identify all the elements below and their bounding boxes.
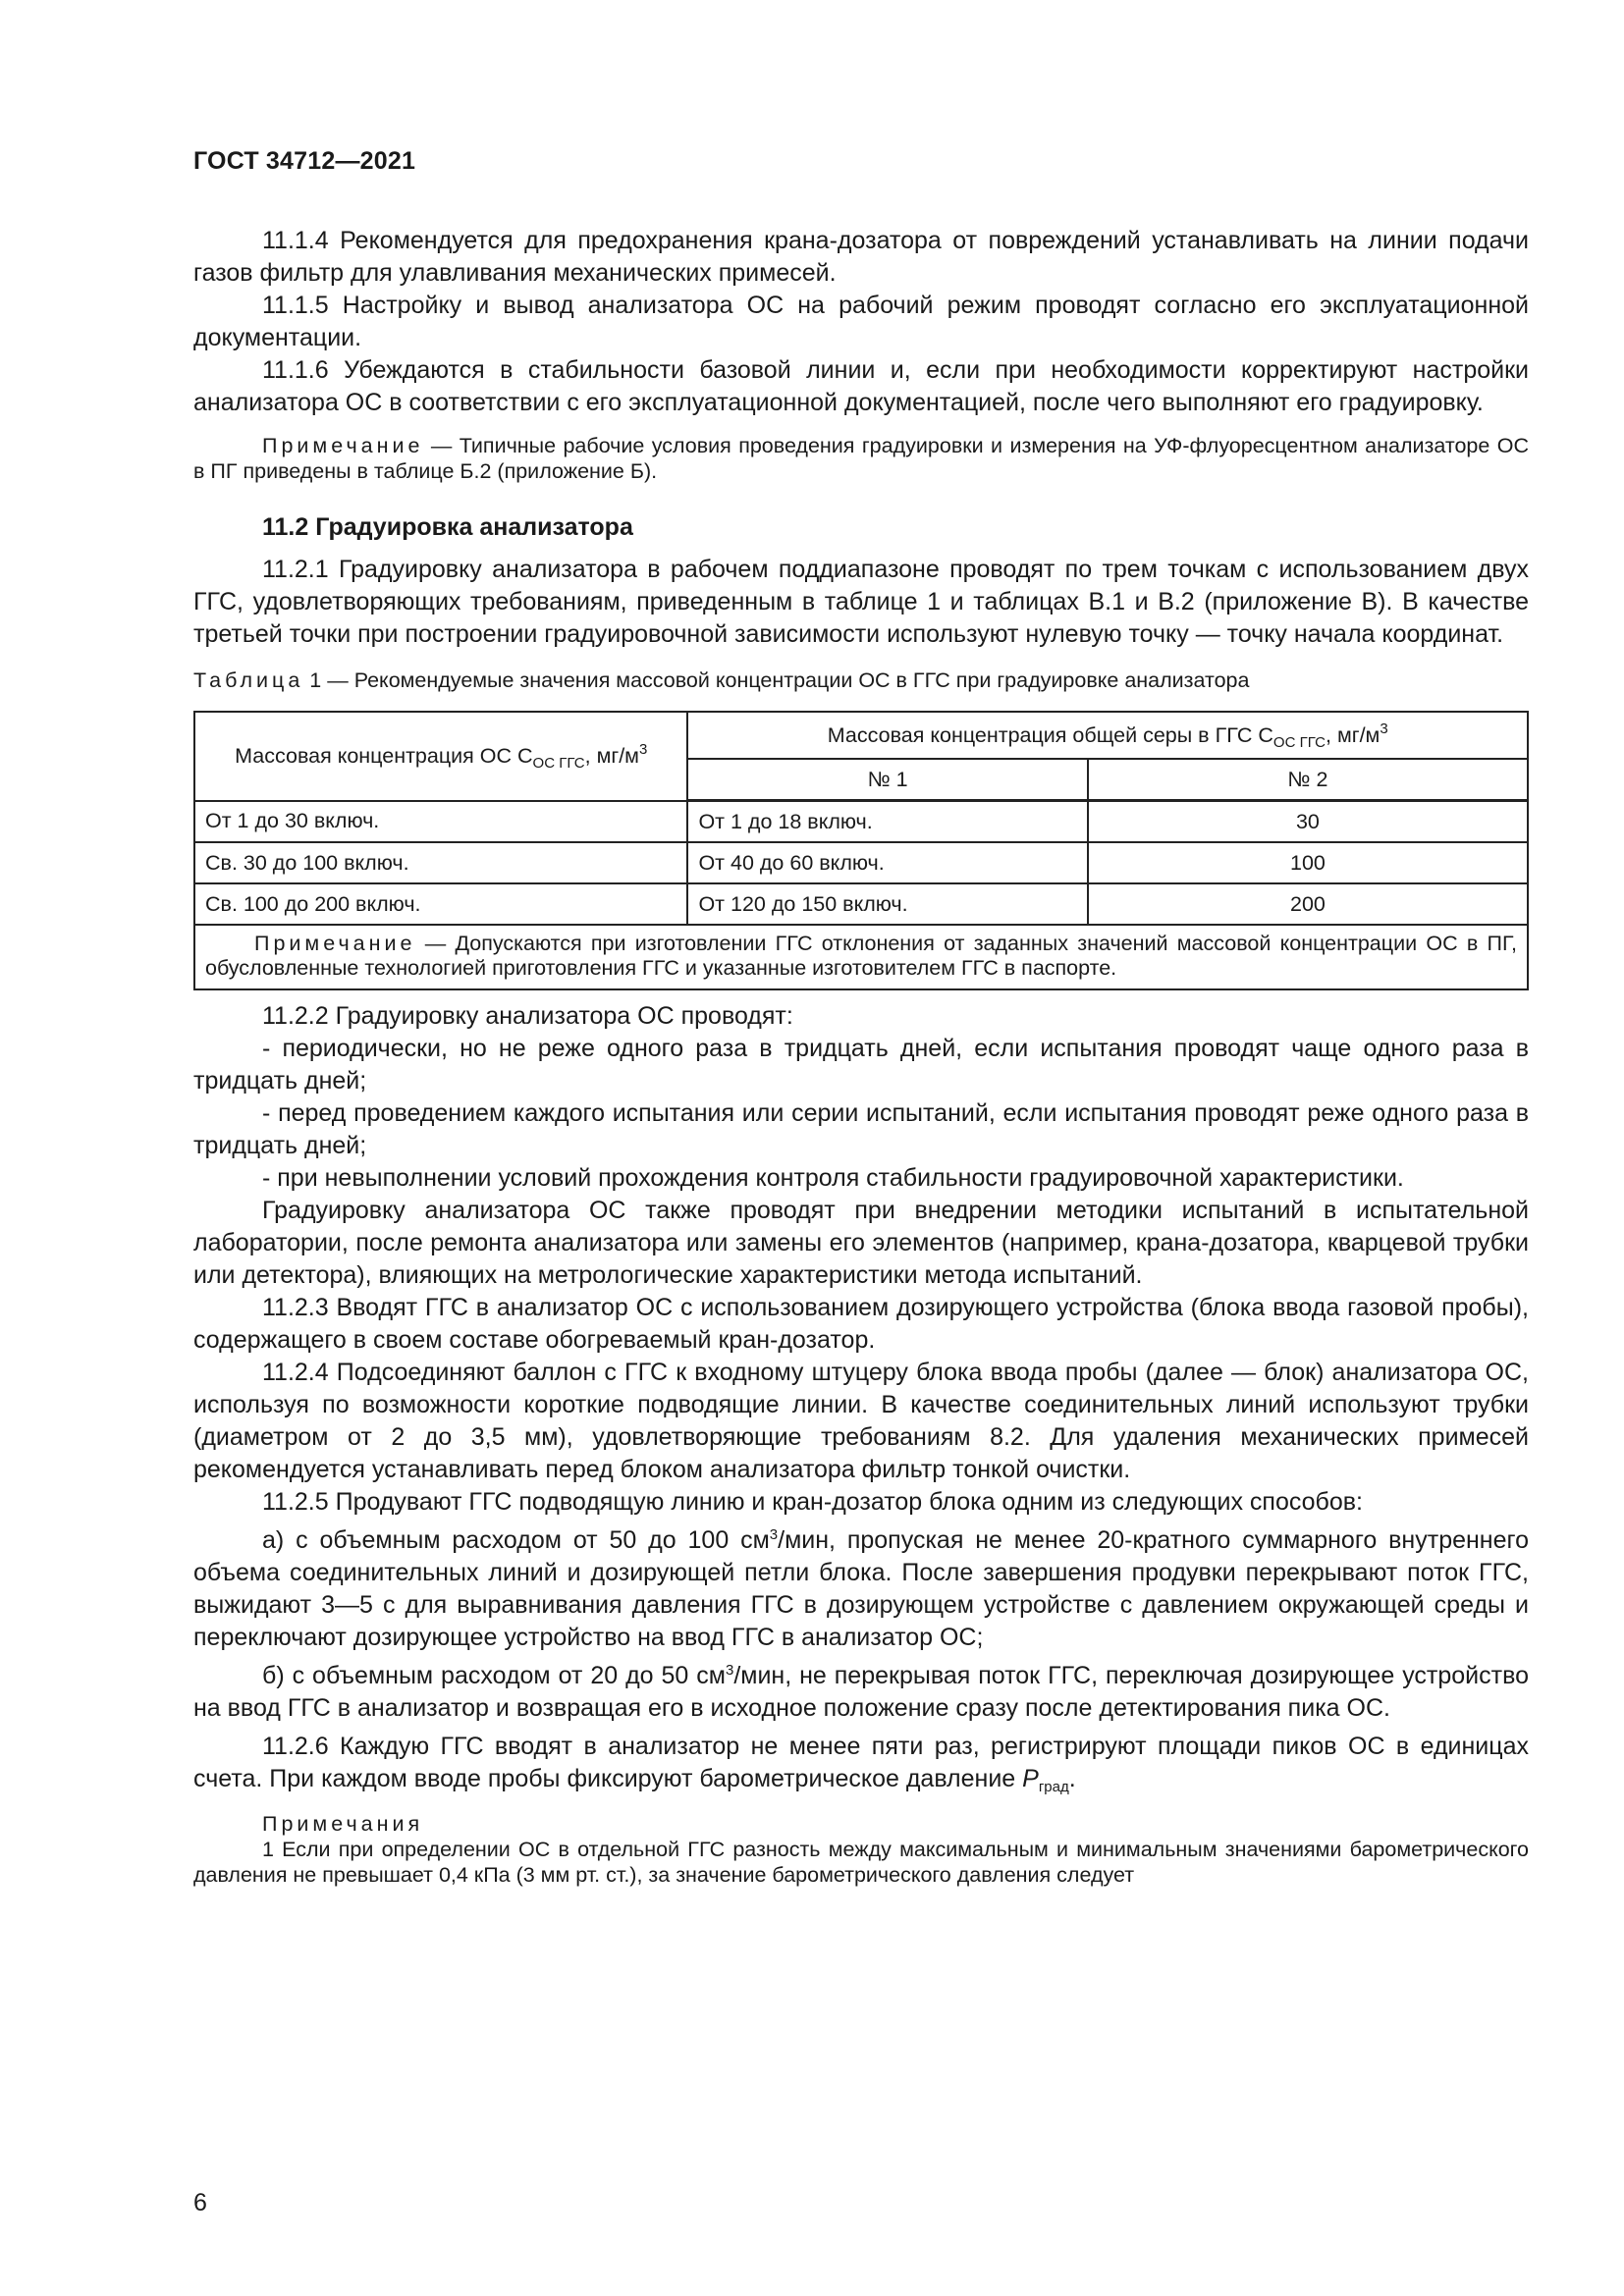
document-page bbox=[193, 147, 1529, 1888]
paragraph-11-1-4: 11.1.4 Рекомендуется для предохранения крана-дозатора от повреждений устанавливать на линии подачи газов фильтр для улавливания механических примесей. bbox=[193, 227, 1529, 287]
paragraph-11-2-5: 11.2.5 Продувают ГГС подводящую линию и кран-дозатор блока одним из следующих способов: bbox=[262, 1488, 1363, 1516]
note-label: Примечание bbox=[262, 434, 424, 457]
list-item: - периодически, но не реже одного раза в тридцать дней, если испытания проводят чаще одного раза в тридцать дней; bbox=[193, 1035, 1529, 1095]
paragraph-11-2-2: 11.2.2 Градуировку анализатора ОС проводят: bbox=[262, 1002, 793, 1030]
list-item: - при невыполнении условий прохождения контроля стабильности градуировочной характеристики. bbox=[262, 1164, 1404, 1192]
note-item-1: 1 Если при определении ОС в отдельной ГГС разность между максимальным и минимальным значениями барометрического давления не превышает 0,4 кПа (3 мм рт. ст.), за значение барометрического давления следует bbox=[193, 1838, 1529, 1887]
table-caption-text: 1 — Рекомендуемые значения массовой концентрации ОС в ГГС при градуировке анализатора bbox=[303, 668, 1250, 692]
table-row: От 1 до 30 включ. От 1 до 18 включ. 30 bbox=[194, 801, 1528, 843]
paragraph-11-2-3: 11.2.3 Вводят ГГС в анализатор ОС с использованием дозирующего устройства (блока ввода газовой пробы), содержащего в своем составе обогреваемый кран-дозатор. bbox=[193, 1294, 1529, 1354]
paragraph-11-1-6: 11.1.6 Убеждаются в стабильности базовой линии и, если при необходимости корректируют настройки анализатора ОС в соответствии с его эксплуатационной документацией, после чего выполняют его градуировку. bbox=[193, 356, 1529, 416]
subheader-n2: № 2 bbox=[1088, 759, 1528, 801]
document-header: ГОСТ 34712—2021 bbox=[193, 147, 416, 175]
section-title: 11.2 Градуировка анализатора bbox=[262, 513, 633, 541]
concentration-table bbox=[193, 711, 1529, 990]
note-typical-conditions bbox=[193, 433, 1529, 484]
paragraph-11-2-4: 11.2.4 Подсоединяют баллон с ГГС к входному штуцеру блока ввода пробы (далее — блок) анализатора ОС, используя по возможности короткие подводящие линии. В качестве соединительных линий используют трубки (диаметром от 2 до 3,5 мм), удовлетворяющие требованиям 8.2. Для удаления механических примесей рекомендуется устанавливать перед блоком анализатора фильтр тонкой очистки. bbox=[193, 1359, 1529, 1483]
col1-header: Массовая концентрация ОС $С_{ОС ГГС}$, $мг/м^3$ bbox=[194, 712, 687, 801]
notes-label: Примечания bbox=[262, 1812, 424, 1836]
table-note-label: Примечание bbox=[254, 932, 416, 955]
table-row: Св. 30 до 100 включ. От 40 до 60 включ. 100 bbox=[194, 842, 1528, 883]
page-number: 6 bbox=[193, 2189, 207, 2216]
list-item: - перед проведением каждого испытания или серии испытаний, если испытания проводят реже одного раза в тридцать дней; bbox=[193, 1099, 1529, 1159]
note-text: — Типичные рабочие условия проведения градуировки и измерения на УФ-флуоресцентном анализаторе ОС в ПГ приведены в таблице Б.2 (приложение Б). bbox=[193, 434, 1529, 483]
col2-header: Массовая концентрация общей серы в ГГС $С_{ОС ГГС}$, $мг/м^3$ bbox=[687, 712, 1528, 759]
table-caption bbox=[193, 668, 1529, 693]
table-note-row bbox=[194, 925, 1528, 989]
table-caption-label: Таблица bbox=[193, 668, 304, 692]
paragraph-11-2-1: 11.2.1 Градуировку анализатора в рабочем поддиапазоне проводят по трем точкам с использованием двух ГГС, удовлетворяющих требованиям, приведенным в таблице 1 и таблицах В.1 и В.2 (приложение В). В качестве третьей точки при построении градуировочной зависимости используют нулевую точку — точку начала координат. bbox=[193, 556, 1529, 648]
paragraph-method-b: б) с объемным расходом от 20 до 50 $см^3$/мин, не перекрывая поток ГГС, переключая дозирующее устройство на ввод ГГС в анализатор и возвращая его в исходное положение сразу после детектирования пика ОС. bbox=[193, 1662, 1529, 1722]
table-row: Св. 100 до 200 включ. От 120 до 150 включ. 200 bbox=[194, 883, 1528, 925]
paragraph-11-2-6: 11.2.6 Каждую ГГС вводят в анализатор не менее пяти раз, регистрируют площади пиков ОС в единицах счета. При каждом вводе пробы фиксируют барометрическое давление $Р_{град}$. bbox=[193, 1733, 1529, 1795]
table-note-text: — Допускаются при изготовлении ГГС отклонения от заданных значений массовой концентрации ОС в ПГ, обусловленные технологией приготовления ГГС и указанные изготовителем ГГС в паспорте. bbox=[205, 932, 1517, 980]
paragraph-11-1-5: 11.1.5 Настройку и вывод анализатора ОС на рабочий режим проводят согласно его эксплуатационной документации. bbox=[193, 292, 1529, 351]
paragraph-method-a: а) с объемным расходом от 50 до 100 $см^3$/мин, пропуская не менее 20-кратного суммарного внутреннего объема соединительных линий и дозирующей петли блока. После завершения продувки перекрывают поток ГГС, выжидают 3—5 с для выравнивания давления ГГС в дозирующем устройстве с давлением окружающей среды и переключают дозирующее устройство на ввод ГГС в анализатор ОС; bbox=[193, 1526, 1529, 1651]
subheader-n1: № 1 bbox=[687, 759, 1087, 801]
paragraph-calibration-also: Градуировку анализатора ОС также проводят при внедрении методики испытаний в испытательной лаборатории, после ремонта анализатора или замены его элементов (например, крана-дозатора, кварцевой трубки или детектора), влияющих на метрологические характеристики метода испытаний. bbox=[193, 1197, 1529, 1289]
